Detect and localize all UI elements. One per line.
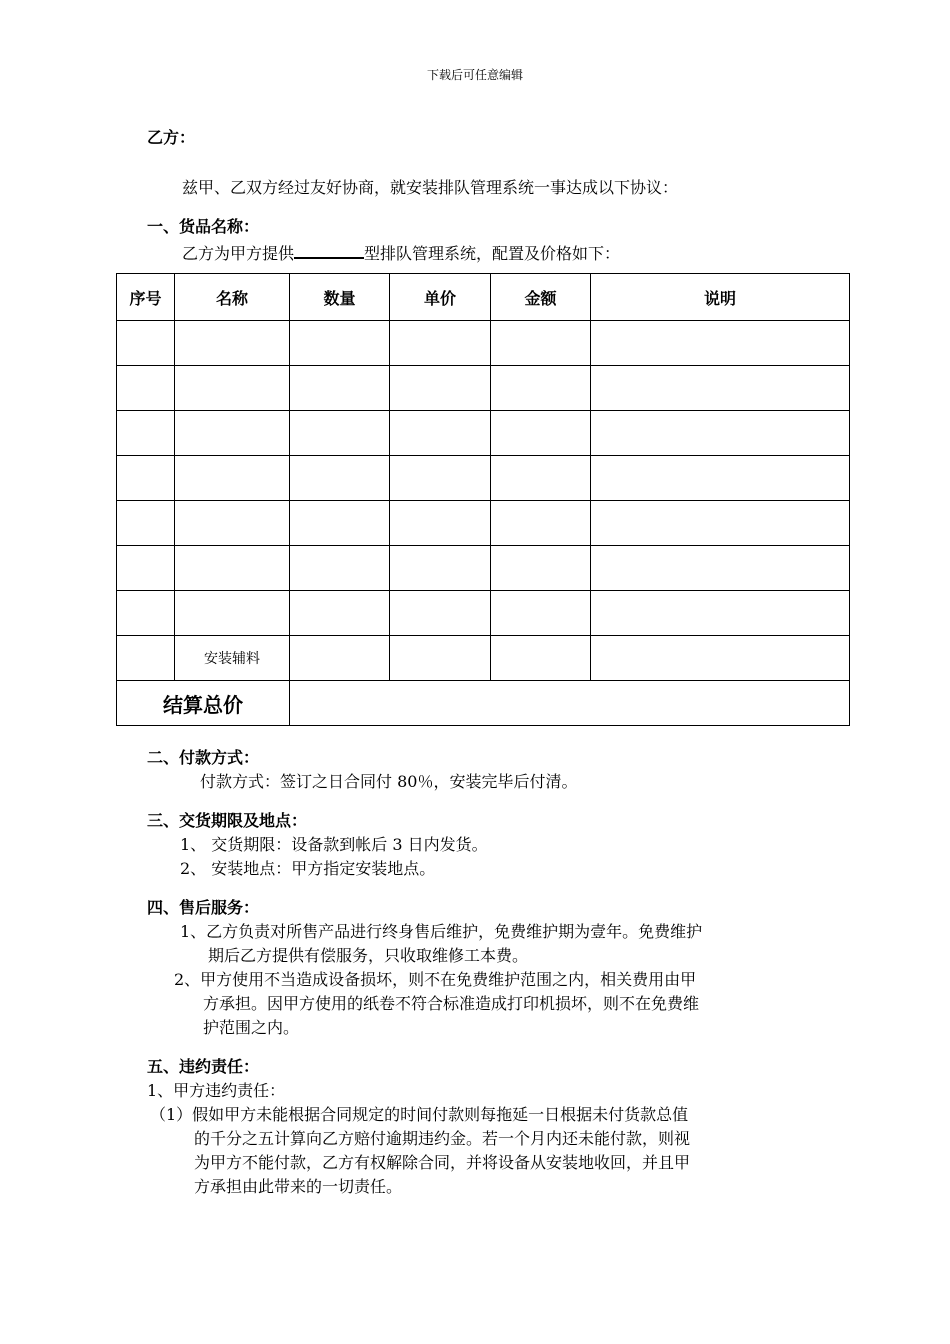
col-header-amount: 金额 — [491, 274, 591, 321]
table-cell — [290, 591, 390, 636]
table-row — [117, 456, 850, 501]
table-cell — [390, 591, 491, 636]
section5-title: 五、违约责任： — [147, 1057, 260, 1076]
table-cell — [290, 366, 390, 411]
section4-item1-line2: 期后乙方提供有偿服务，只收取维修工本费。 — [208, 946, 529, 965]
section1-text-before: 乙方为甲方提供 — [182, 244, 295, 263]
model-blank — [294, 239, 364, 259]
section4-title: 四、售后服务： — [147, 898, 260, 917]
table-cell — [591, 546, 850, 591]
table-cell — [491, 546, 591, 591]
table-cell — [491, 591, 591, 636]
table-total-row — [117, 681, 850, 726]
section3-item-1: 1、 交货期限：设备款到帐后 3 日内发货。 — [180, 835, 488, 854]
section5-sub1: 1、甲方违约责任： — [147, 1081, 286, 1100]
section4-item1-line1: 1、乙方负责对所售产品进行终身售后维护，免费维护期为壹年。免费维护 — [180, 922, 703, 941]
section5-clause1-line3: 为甲方不能付款，乙方有权解除合同，并将设备从安装地收回，并且甲 — [194, 1153, 691, 1172]
table-row — [117, 591, 850, 636]
table-cell — [117, 411, 175, 456]
table-cell — [175, 456, 290, 501]
table-cell — [117, 366, 175, 411]
table-cell — [390, 411, 491, 456]
table-cell — [591, 636, 850, 681]
table-cell — [390, 321, 491, 366]
table-cell — [290, 501, 390, 546]
section2-title: 二、付款方式： — [147, 748, 260, 767]
table-row-install-materials — [117, 636, 850, 681]
table-cell — [591, 321, 850, 366]
table-cell — [117, 321, 175, 366]
table-cell — [491, 636, 591, 681]
table-row — [117, 546, 850, 591]
page-header-note: 下载后可任意编辑 — [426, 68, 523, 82]
section5-clause1-line1: （1）假如甲方未能根据合同规定的时间付款则每拖延一日根据未付货款总值 — [150, 1105, 689, 1124]
table-cell — [390, 501, 491, 546]
section1-title: 一、货品名称： — [147, 217, 260, 236]
section1-text-after: 型排队管理系统，配置及价格如下： — [364, 244, 621, 263]
table-row — [117, 366, 850, 411]
table-cell — [290, 411, 390, 456]
install-materials-label: 安装辅料 — [175, 636, 290, 681]
table-cell — [290, 456, 390, 501]
table-cell — [591, 411, 850, 456]
table-cell — [175, 501, 290, 546]
table-cell — [591, 456, 850, 501]
table-cell — [491, 501, 591, 546]
table-cell — [591, 591, 850, 636]
col-header-index: 序号 — [117, 274, 175, 321]
table-cell — [290, 321, 390, 366]
table-cell — [491, 411, 591, 456]
section3-title: 三、交货期限及地点： — [147, 811, 308, 830]
col-header-name: 名称 — [175, 274, 290, 321]
section4-item2-line1: 2、甲方使用不当造成设备损坏，则不在免费维护范围之内，相关费用由甲 — [174, 970, 697, 989]
table-cell — [117, 591, 175, 636]
table-cell — [117, 501, 175, 546]
table-cell — [117, 636, 175, 681]
table-cell — [390, 636, 491, 681]
section2-text: 付款方式：签订之日合同付 80％，安装完毕后付清。 — [200, 772, 578, 791]
section4-item2-line3: 护范围之内。 — [203, 1018, 300, 1037]
table-cell — [390, 546, 491, 591]
party-b-label: 乙方： — [147, 128, 196, 147]
table-cell — [290, 636, 390, 681]
col-header-description: 说明 — [591, 274, 850, 321]
table-header-row — [117, 274, 850, 321]
table-cell — [175, 321, 290, 366]
table-cell — [175, 591, 290, 636]
table-cell — [390, 456, 491, 501]
table-cell — [175, 411, 290, 456]
table-row — [117, 411, 850, 456]
table-row — [117, 321, 850, 366]
col-header-unit-price: 单价 — [390, 274, 491, 321]
table-cell — [175, 546, 290, 591]
table-cell — [491, 456, 591, 501]
table-cell — [591, 366, 850, 411]
section4-item2-line2: 方承担。因甲方使用的纸卷不符合标准造成打印机损坏，则不在免费维 — [203, 994, 700, 1013]
section5-clause1-line4: 方承担由此带来的一切责任。 — [194, 1177, 403, 1196]
col-header-quantity: 数量 — [290, 274, 390, 321]
table-cell — [290, 546, 390, 591]
table-cell — [117, 456, 175, 501]
table-cell — [175, 366, 290, 411]
total-price-value — [290, 681, 850, 726]
intro-paragraph: 兹甲、乙双方经过友好协商，就安装排队管理系统一事达成以下协议： — [182, 178, 679, 197]
section3-item-2: 2、 安装地点：甲方指定安装地点。 — [180, 859, 436, 878]
goods-table — [116, 273, 850, 726]
section1-text — [182, 239, 620, 266]
table-row — [117, 501, 850, 546]
table-cell — [117, 546, 175, 591]
table-cell — [591, 501, 850, 546]
table-cell — [491, 321, 591, 366]
section5-clause1-line2: 的千分之五计算向乙方赔付逾期违约金。若一个月内还未能付款，则视 — [194, 1129, 691, 1148]
table-cell — [390, 366, 491, 411]
total-price-label: 结算总价 — [117, 681, 290, 726]
table-cell — [491, 366, 591, 411]
